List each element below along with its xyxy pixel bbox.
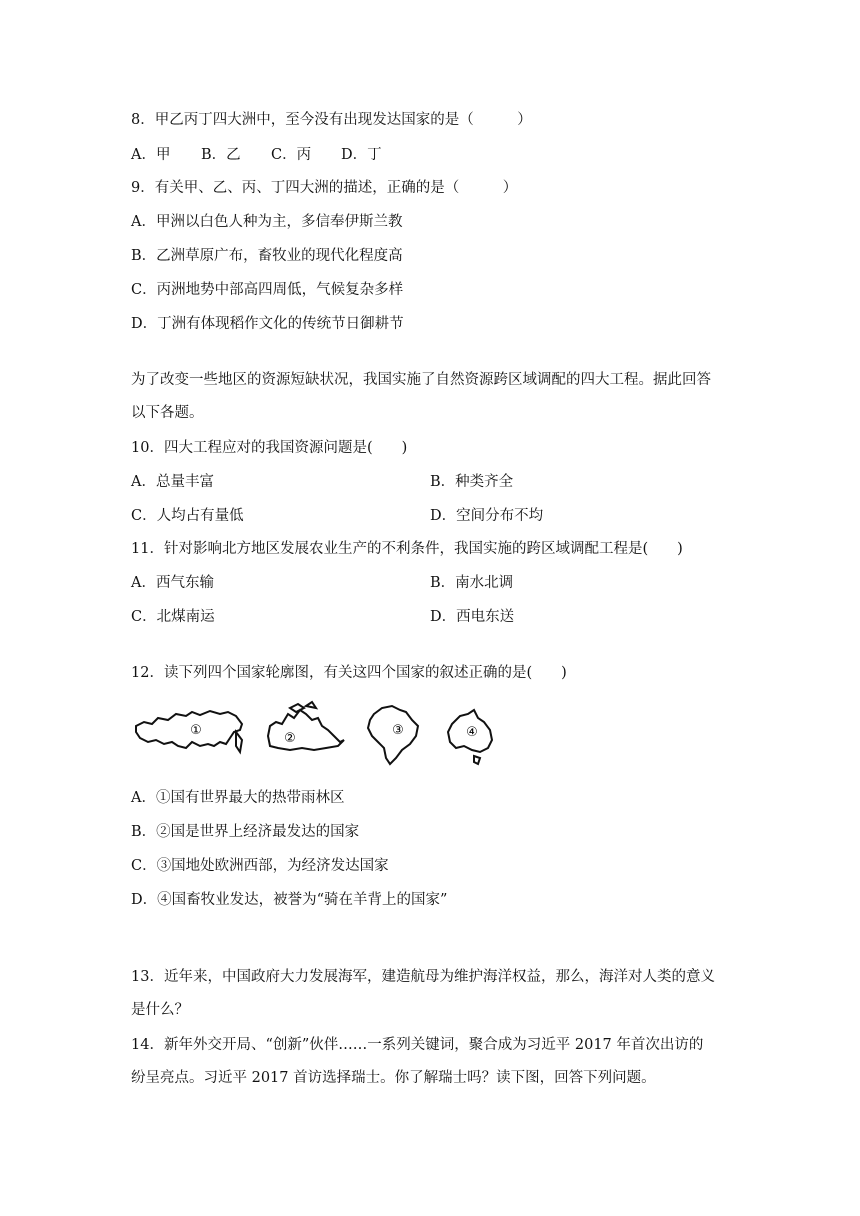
q8-option-c: C．丙 — [271, 147, 312, 163]
q9-option-d: D．丁洲有体现稻作文化的传统节日御耕节 — [131, 316, 404, 332]
country-outlines-svg — [130, 700, 510, 772]
map-label-2: ② — [284, 731, 296, 746]
q11-option-d: D．西电东送 — [430, 609, 515, 625]
q10-option-d: D．空间分布不均 — [430, 508, 544, 524]
map-label-3: ③ — [392, 723, 404, 738]
q9-stem: 9．有关甲、乙、丙、丁四大洲的描述，正确的是（ ） — [131, 180, 518, 196]
q12-stem: 12．读下列四个国家轮廓图，有关这四个国家的叙述正确的是( ) — [131, 665, 567, 681]
q8-option-d: D．丁 — [341, 147, 382, 163]
q13-line-1: 13．近年来，中国政府大力发展海军，建造航母为维护海洋权益，那么，海洋对人类的意义 — [131, 969, 715, 985]
q8-option-a: A．甲 — [131, 147, 171, 163]
q12-option-b: B．②国是世界上经济最发达的国家 — [131, 824, 360, 840]
map-canada-outline — [268, 702, 344, 750]
q11-option-a: A．西气东输 — [131, 575, 214, 591]
map-label-4: ④ — [466, 725, 478, 740]
map-label-1: ① — [190, 723, 202, 738]
map-russia-outline — [136, 711, 242, 752]
q11-option-c: C．北煤南运 — [131, 609, 215, 625]
q9-option-c: C．丙洲地势中部高四周低，气候复杂多样 — [131, 282, 404, 298]
q8-stem: 8．甲乙丙丁四大洲中，至今没有出现发达国家的是（ ） — [131, 112, 532, 128]
q10-stem: 10．四大工程应对的我国资源问题是( ) — [131, 440, 408, 456]
q11-option-b: B．南水北调 — [430, 575, 514, 591]
q13-line-2: 是什么？ — [131, 1002, 189, 1018]
q9-option-b: B．乙洲草原广布，畜牧业的现代化程度高 — [131, 248, 403, 264]
country-outline-maps — [130, 700, 510, 772]
intro-line-1: 为了改变一些地区的资源短缺状况，我国实施了自然资源跨区域调配的四大工程。据此回答 — [131, 372, 711, 388]
q10-option-b: B．种类齐全 — [430, 474, 514, 490]
intro-line-2: 以下各题。 — [131, 405, 204, 421]
q12-option-d: D．④国畜牧业发达，被誉为“骑在羊背上的国家” — [131, 892, 448, 908]
q12-option-c: C．③国地处欧洲西部，为经济发达国家 — [131, 858, 389, 874]
q12-option-a: A．①国有世界最大的热带雨林区 — [131, 790, 345, 806]
q9-option-a: A．甲洲以白色人种为主，多信奉伊斯兰教 — [131, 214, 403, 230]
q11-stem: 11．针对影响北方地区发展农业生产的不利条件，我国实施的跨区域调配工程是( ) — [131, 541, 683, 557]
q8-options — [131, 145, 382, 165]
q14-line-1: 14．新年外交开局、“创新”伙伴……一系列关键词，聚合成为习近平 2017 年首次出访的 — [131, 1037, 704, 1053]
q10-option-c: C．人均占有量低 — [131, 508, 244, 524]
q14-line-2: 纷呈亮点。习近平 2017 首访选择瑞士。你了解瑞士吗？读下图，回答下列问题。 — [131, 1070, 656, 1086]
q10-option-a: A．总量丰富 — [131, 474, 214, 490]
q8-option-b: B．乙 — [201, 147, 241, 163]
